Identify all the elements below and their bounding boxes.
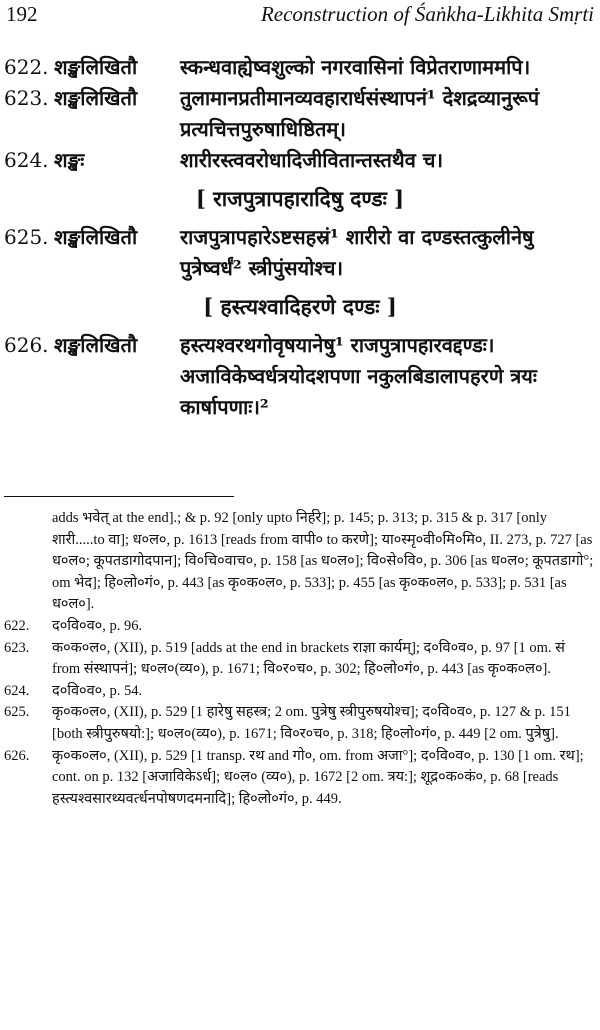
section-heading: [ हस्त्यश्वादिहरणे दण्डः ] [203,294,397,319]
verse-source: शङ्खः [54,148,85,172]
verse-text: राजपुत्रापहारेऽष्टसहस्रं¹ शारीरो वा दण्डस्तत्कुलीनेषु पुत्रेष्वर्धं² स्त्रीपुंसयोश्च। [180,225,534,280]
verse-626 [4,330,596,423]
footnote-text: adds भवेत् at the end].; & p. 92 [only upto निर्हरे]; p. 145; p. 313; p. 315 & p. 317 [only शारी.....to वा]; ध०ल०, p. 1613 [reads from वापी० to करणे]; या०स्मृ०वी०मि०मि०, II. 273, p. 727 [as ध०ल०; कूपतडागोदपान]; वि०चि०वाच०, p. 158 [as ध०ल०]; वि०से०वि०, p. 306 [as ध०ल०; कूपतडागो°; om भेद]; हि०लो०गं०, p. 443 [as कृ०क०ल०, p. 533]; p. 455 [as कृ०क०ल०, p. 533]; p. 531 [as ध०ल०]. [52,510,594,613]
footnote-divider [4,496,234,497]
verse-source: शङ्खलिखितौ [54,55,138,79]
footnote-number: 622. [4,617,30,634]
verse-source: शङ्खलिखितौ [54,225,138,249]
footnote-continuation [4,508,596,616]
verse-number: 623. [4,86,49,110]
footnotes [4,508,596,810]
verse-number: 625. [4,225,49,249]
verse-text: हस्त्यश्वरथगोवृषयानेषु¹ राजपुत्रापहारवद्दण्डः। अजाविकेष्वर्धत्रयोदशपणा नकुलबिडालापहरणे त्रयः कार्षापणाः।² [180,333,537,419]
footnote-number: 625. [4,704,30,721]
footnote-623 [4,638,596,681]
footnote-text: द०वि०व०, p. 54. [52,682,143,699]
verse-623 [4,83,596,145]
verse-624 [4,145,596,176]
footnote-622 [4,616,596,638]
main-text [4,52,596,423]
verse-text: तुलामानप्रतीमानव्यवहारार्धसंस्थापनं¹ देशद्रव्यानुरूपं प्रत्यचित्तपुरुषाधिष्ठितम्। [180,86,540,141]
verse-source: शङ्खलिखितौ [54,333,138,357]
verse-number: 622. [4,55,49,79]
footnote-text: द०वि०व०, p. 96. [52,617,143,634]
section-heading: [ राजपुत्रापहारादिषु दण्डः ] [195,186,405,211]
verse-number: 624. [4,148,49,172]
footnote-625 [4,702,596,745]
footnote-text: क०क०ल०, (XII), p. 519 [adds at the end in brackets राज्ञा कार्यम्]; द०वि०व०, p. 97 [1 om. सं from संस्थापनं]; ध०ल०(व्य०), p. 1671; वि०र०च०, p. 302; हि०लो०गं०, p. 443 [as कृ०क०ल०]. [52,639,565,678]
verse-number: 626. [4,333,49,357]
verse-text: स्कन्धवाह्येष्वशुल्को नगरवासिनां विप्रेतराणाममपि। [180,55,531,79]
footnote-number: 624. [4,682,30,699]
verse-text: शारीरस्त्ववरोधादिजीवितान्तस्तथैव च। [180,148,444,172]
page-header [6,2,594,32]
footnote-624 [4,681,596,703]
footnote-text: कृ०क०ल०, (XII), p. 529 [1 हारेषु सहस्त्र; 2 om. पुत्रेषु स्त्रीपुरुषयोश्च]; द०वि०व०, p. 127 & p. 151 [both स्त्रीपुरुषयो:]; ध०ल०(व्य०), p. 1671; वि०र०च०, p. 318; हि०लो०गं०, p. 449 [2 om. पुत्रेषु]. [52,704,571,742]
footnote-626 [4,746,596,811]
verse-622 [4,52,596,83]
footnote-number: 623. [4,639,30,656]
page-number: 192 [6,2,38,26]
running-title: Reconstruction of Śaṅkha-Likhita Smṛti [260,2,594,26]
footnote-number: 626. [4,747,30,764]
footnote-text: कृ०क०ल०, (XII), p. 529 [1 transp. रथ and गो०, om. from अजा°]; द०वि०व०, p. 130 [1 om. रथ]; cont. on p. 132 [अजाविकेऽर्ध]; ध०ल० (व्य०), p. 1672 [2 om. त्रय:]; शूद्र०क०कं०, p. 68 [reads हस्त्यश्वसारथ्यवर्त्धनपोषणदमनादि]; हि०लो०गं०, p. 449. [52,747,584,807]
verse-source: शङ्खलिखितौ [54,86,138,110]
verse-625 [4,222,596,284]
